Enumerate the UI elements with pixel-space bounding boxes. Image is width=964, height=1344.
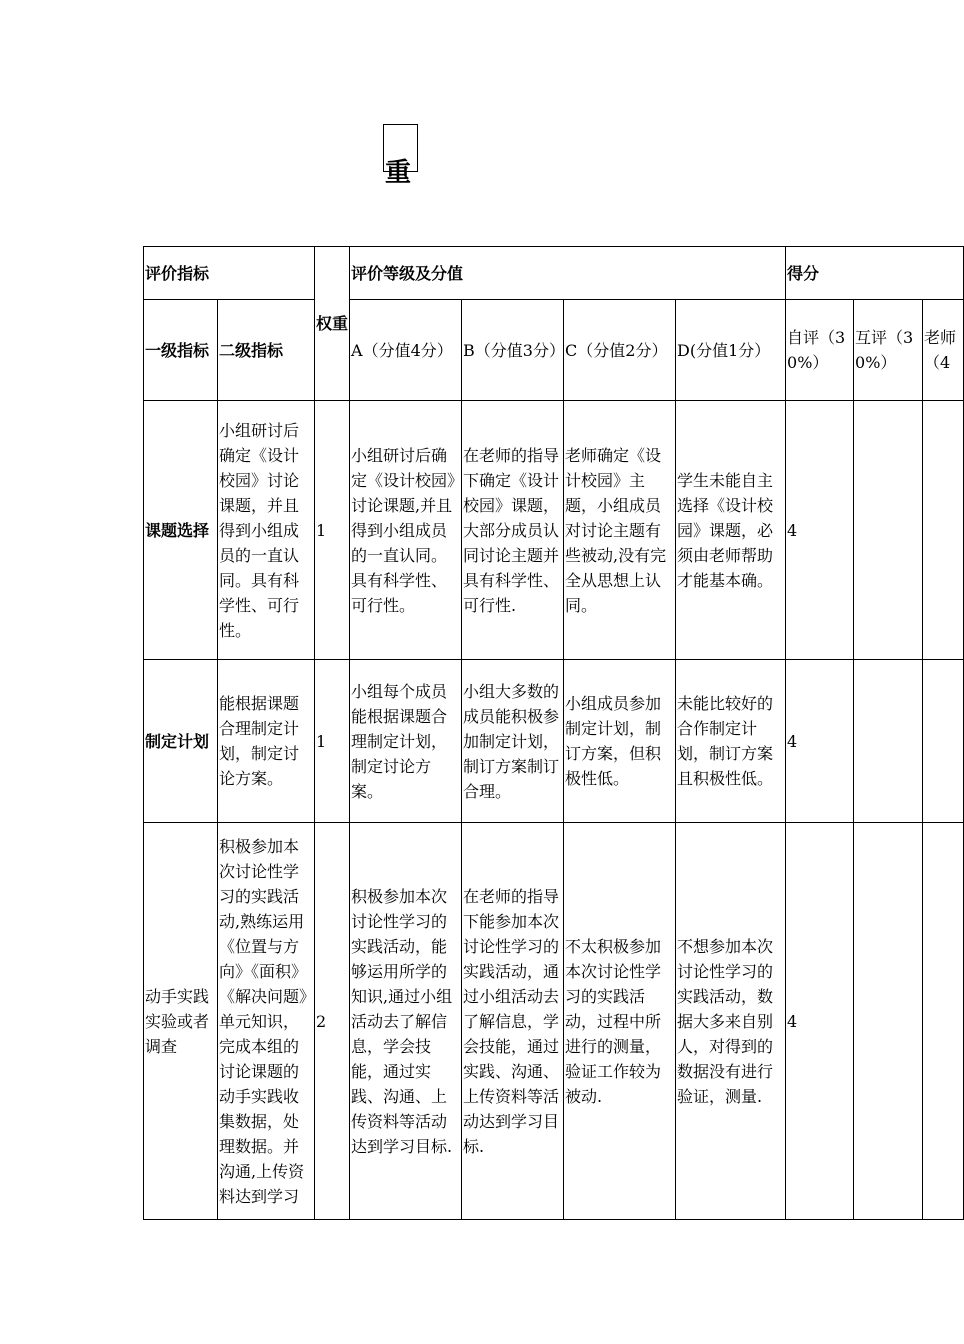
grade-a-cell: 小组研讨后确定《设计校园》讨论课题,并且得到小组成员的一直认同。具有科学性、可行性。 <box>350 401 462 660</box>
self-score-cell: 4 <box>786 401 854 660</box>
teacher-eval-header: 老师（4 <box>923 300 964 401</box>
grade-c-cell: 不太积极参加本次讨论性学习的实践活动，过程中所进行的测量，验证工作较为被动. <box>564 823 676 1220</box>
grade-c-cell: 老师确定《设计校园》主题，小组成员对讨论主题有些被动,没有完全从思想上认同。 <box>564 401 676 660</box>
table-row <box>144 401 964 660</box>
level1-cell: 动手实践实验或者调查 <box>144 823 218 1220</box>
eval-index-header: 评价指标 <box>144 247 315 300</box>
header-row-2 <box>144 300 964 401</box>
weight-cell: 2 <box>315 823 350 1220</box>
grade-d-cell: 学生未能自主选择《设计校园》课题，必须由老师帮助才能基本确。 <box>676 401 786 660</box>
level2-header: 二级指标 <box>218 300 315 401</box>
level2-cell: 小组研讨后确定《设计校园》讨论课题，并且得到小组成员的一直认同。具有科学性、可行性。 <box>218 401 315 660</box>
grade-b-header: B（分值3分） <box>462 300 564 401</box>
table-row <box>144 823 964 1220</box>
grade-d-cell: 不想参加本次讨论性学习的实践活动，数据大多来自别人，对得到的数据没有进行验证，测量. <box>676 823 786 1220</box>
grade-d-cell: 未能比较好的合作制定计划，制订方案且积极性低。 <box>676 660 786 823</box>
weight-header: 权重 <box>315 247 350 401</box>
score-header: 得分 <box>786 247 964 300</box>
self-eval-header: 自评（30%） <box>786 300 854 401</box>
teacher-score-cell <box>923 401 964 660</box>
peer-score-cell <box>854 660 923 823</box>
teacher-score-cell <box>923 823 964 1220</box>
top-label: 重 <box>385 158 412 188</box>
peer-score-cell <box>854 823 923 1220</box>
grade-a-cell: 小组每个成员能根据课题合理制定计划，制定讨论方案。 <box>350 660 462 823</box>
level2-cell: 积极参加本次讨论性学习的实践活动,熟练运用《位置与方向》《面积》《解决问题》单元知识，完成本组的讨论课题的动手实践收集数据，处理数据。并沟通,上传资料达到学习 <box>218 823 315 1220</box>
grade-b-cell: 在老师的指导下确定《设计校园》课题，大部分成员认同讨论主题并具有科学性、可行性. <box>462 401 564 660</box>
grade-d-header: D(分值1分） <box>676 300 786 401</box>
evaluation-table <box>143 246 964 1220</box>
grade-a-cell: 积极参加本次讨论性学习的实践活动，能够运用所学的知识,通过小组活动去了解信息，学会技能，通过实践、沟通、上传资料等活动达到学习目标. <box>350 823 462 1220</box>
grade-c-cell: 小组成员参加制定计划，制订方案，但积极性低。 <box>564 660 676 823</box>
weight-cell: 1 <box>315 660 350 823</box>
teacher-score-cell <box>923 660 964 823</box>
grade-b-cell: 在老师的指导下能参加本次讨论性学习的实践活动，通过小组活动去了解信息，学会技能，通过实践、沟通、上传资料等活动达到学习目标. <box>462 823 564 1220</box>
weight-cell: 1 <box>315 401 350 660</box>
grade-c-header: C（分值2分） <box>564 300 676 401</box>
peer-score-cell <box>854 401 923 660</box>
level1-cell: 制定计划 <box>144 660 218 823</box>
table-row <box>144 660 964 823</box>
grade-b-cell: 小组大多数的成员能积极参加制定计划，制订方案制订合理。 <box>462 660 564 823</box>
grade-values-header: 评价等级及分值 <box>350 247 786 300</box>
level2-cell: 能根据课题合理制定计划，制定讨论方案。 <box>218 660 315 823</box>
level1-header: 一级指标 <box>144 300 218 401</box>
self-score-cell: 4 <box>786 823 854 1220</box>
self-score-cell: 4 <box>786 660 854 823</box>
header-row-1 <box>144 247 964 300</box>
grade-a-header: A（分值4分） <box>350 300 462 401</box>
level1-cell: 课题选择 <box>144 401 218 660</box>
peer-eval-header: 互评（30%） <box>854 300 923 401</box>
